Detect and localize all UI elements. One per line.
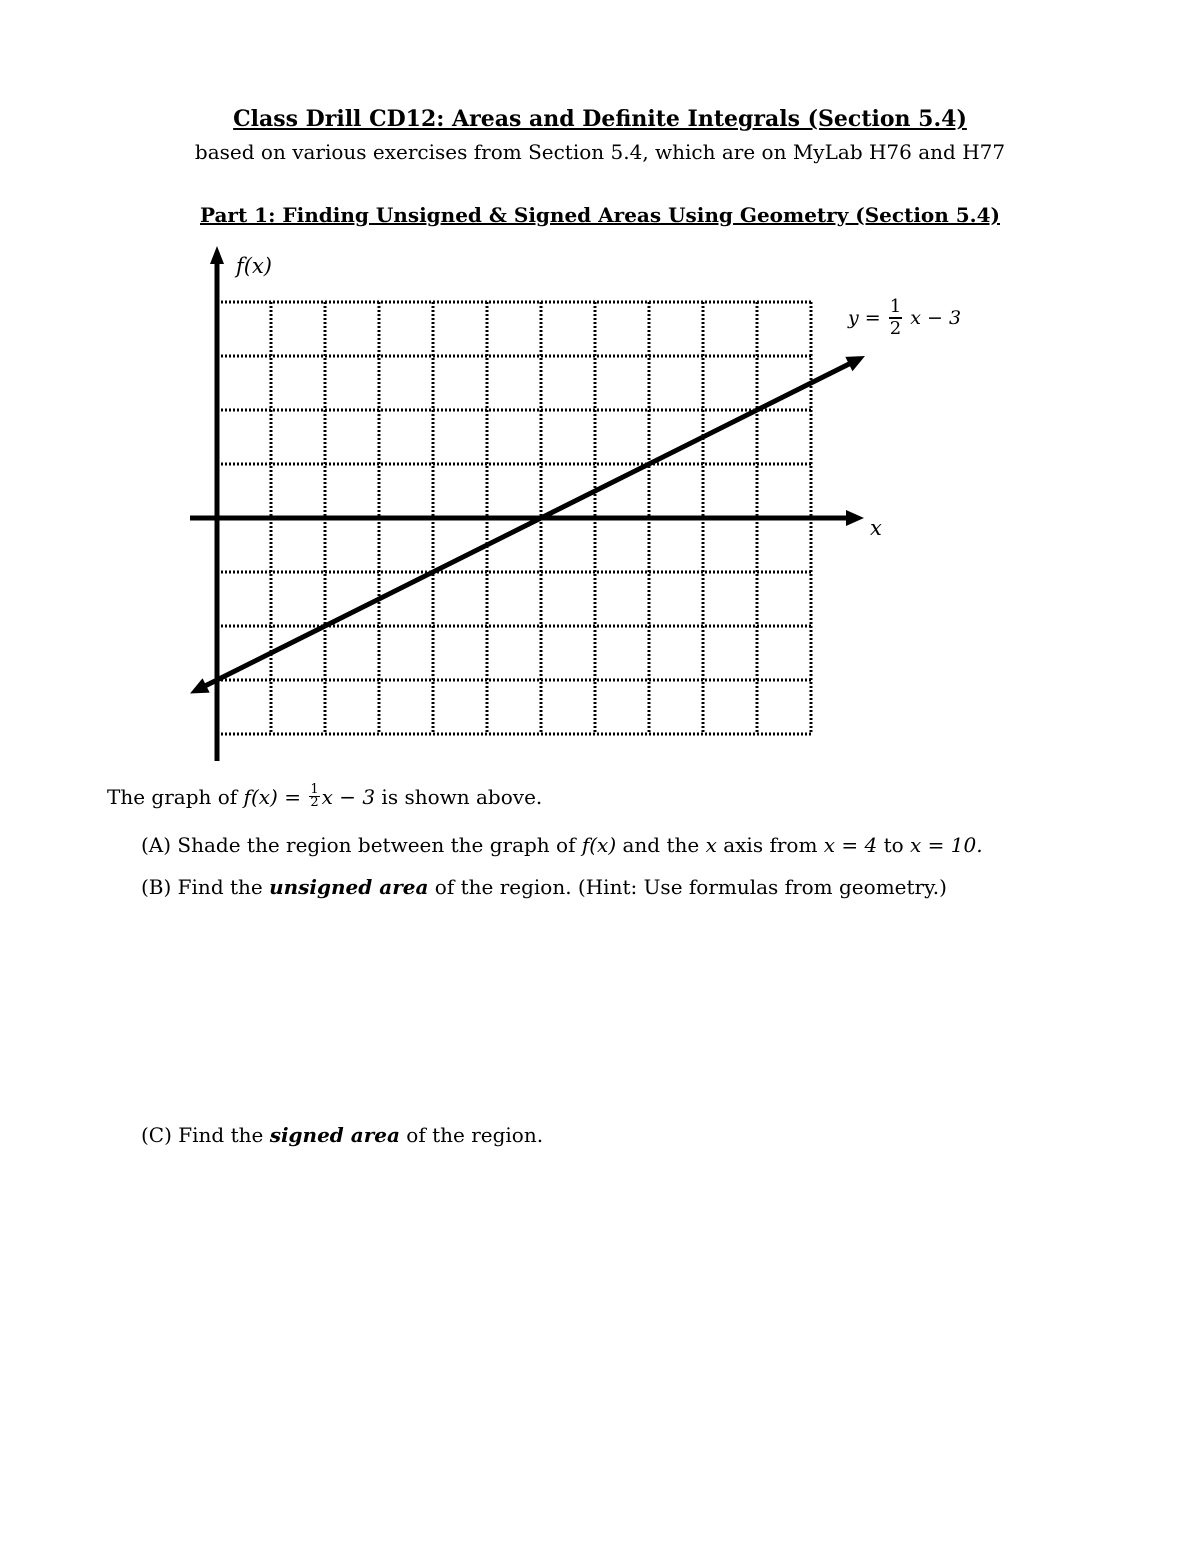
page-subtitle: based on various exercises from Section 5.4, which are on MyLab H76 and H77 (194, 140, 1006, 164)
fraction-denominator: 2 (889, 318, 902, 339)
part-a-to-word: to (877, 833, 911, 857)
series-line (190, 356, 865, 694)
part-a-mid2: axis from (716, 833, 824, 857)
axes (190, 246, 864, 761)
y-axis-arrow (210, 246, 224, 264)
part-a (141, 833, 983, 857)
part-a-mid: and the (616, 833, 706, 857)
equation-rhs: x − 3 (910, 307, 962, 329)
x-axis-arrow (846, 510, 864, 526)
part-b-emphasis: unsigned area (269, 875, 429, 899)
equation-fraction (889, 297, 902, 339)
part-b (141, 875, 947, 899)
part-a-lead: (A) Shade the region between the graph of (141, 833, 576, 857)
intro-before: The graph of (107, 785, 238, 809)
intro-function: f(x) = (243, 785, 301, 809)
part-a-to: x = 10. (910, 833, 983, 857)
line-equation-label (848, 298, 961, 340)
part-c-rest: of the region. (399, 1123, 544, 1147)
equation-lhs: y = (848, 307, 881, 329)
page-title: Class Drill CD12: Areas and Definite Integrals (Section 5.4) (233, 106, 967, 132)
part-a-x: x (705, 833, 717, 857)
part-a-from: x = 4 (823, 833, 878, 857)
intro-fraction-numerator: 1 (310, 782, 319, 797)
intro-fraction (309, 784, 319, 809)
x-axis-label: x (870, 516, 882, 540)
part-b-rest: of the region. (Hint: Use formulas from geometry.) (428, 875, 947, 899)
intro-after: is shown above. (375, 785, 543, 809)
intro-rest-math: x − 3 (321, 785, 376, 809)
fraction-numerator: 1 (889, 296, 902, 317)
y-axis-label: f(x) (236, 254, 273, 278)
part-a-function: f(x) (581, 833, 617, 857)
part-c-lead: (C) Find the (141, 1123, 270, 1147)
intro-fraction-denominator: 2 (310, 795, 319, 810)
part-b-lead: (B) Find the (141, 875, 270, 899)
part-c-emphasis: signed area (269, 1123, 400, 1147)
part-c (141, 1123, 543, 1147)
intro-sentence (107, 782, 543, 811)
part-1-heading: Part 1: Finding Unsigned & Signed Areas Using Geometry (Section 5.4) (199, 203, 1001, 227)
